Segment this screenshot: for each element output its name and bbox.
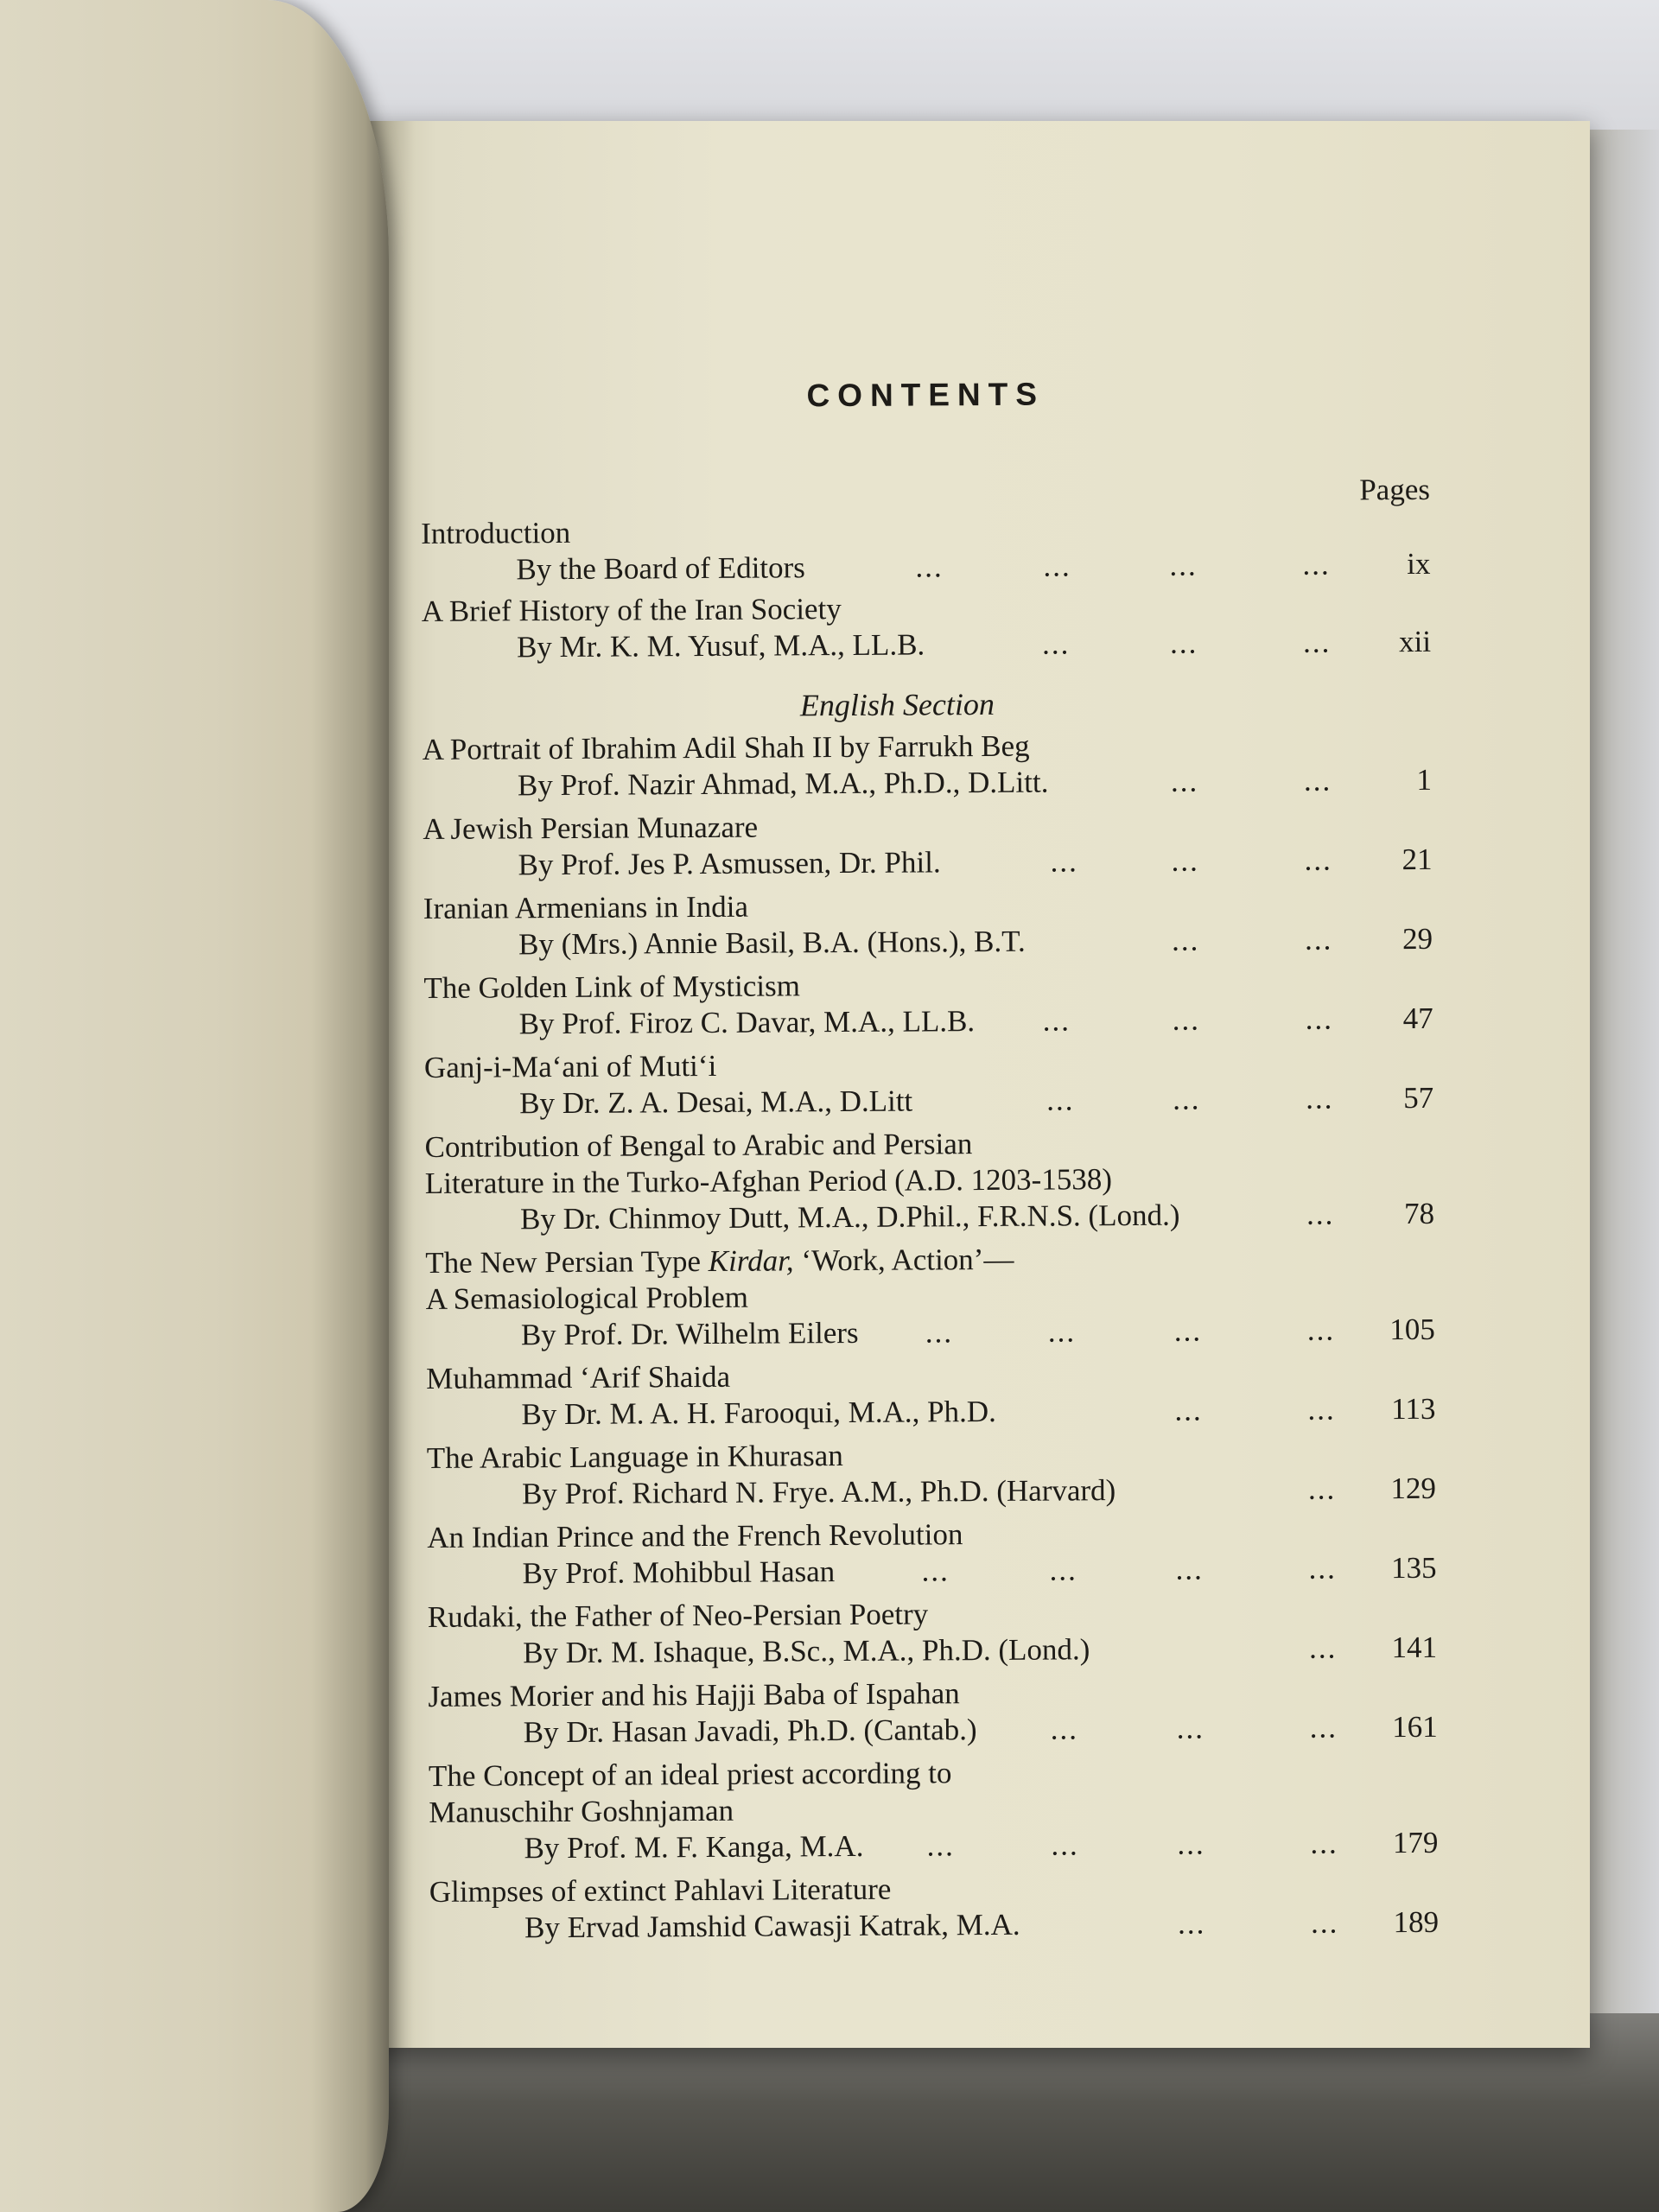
leader-dots: ... [1175,1552,1204,1586]
leader-dots: ... [925,1315,954,1350]
entry-title: A Jewish Persian Munazare [423,810,759,846]
leader-dots: ... [1306,1197,1335,1231]
leader-dots: ... [1302,547,1331,582]
entry-page-number: 129 [1390,1471,1437,1506]
leader-dots: ... [1169,548,1198,582]
leader-dots: ... [921,1554,950,1588]
leader-dots: ... [1041,626,1071,661]
entry-author: By Prof. Nazir Ahmad, M.A., Ph.D., D.Litt. [517,765,1049,803]
leader-dots: ... [1303,763,1332,798]
entry-title-line-2: Literature in the Turko-Afghan Period (A.D. 1203-1538) [424,1162,1113,1200]
leader-dots: ... [1047,1314,1077,1349]
entry-title: Introduction [421,515,571,550]
entry-title-italic-word: Kirdar, [708,1243,794,1278]
entry-author: By Prof. Firoz C. Davar, M.A., LL.B. [518,1004,976,1041]
leader-dots: ... [1306,1081,1334,1116]
entry-page-number: 29 [1402,921,1433,957]
entry-title: Ganj-i-Ma‘ani of Muti‘i [423,1048,717,1084]
leader-dots: ... [1176,1711,1205,1745]
entry-page-number: 113 [1391,1391,1436,1427]
entry-author: By Mr. K. M. Yusuf, M.A., LL.B. [516,627,925,664]
leader-dots: ... [1171,923,1200,957]
page-stack-edge [1588,130,1659,2031]
leader-dots: ... [1177,1906,1206,1941]
entry-page-number: 78 [1403,1196,1435,1231]
entry-page-number: 161 [1392,1709,1438,1745]
leader-dots: ... [1177,1827,1205,1861]
entry-title: Glimpses of extinct Pahlavi Literature [429,1872,892,1909]
entry-title: Muhammad ‘Arif Shaida [426,1359,731,1395]
leader-dots: ... [1050,1712,1079,1746]
entry-title-line-2: Manuschihr Goshnjaman [429,1793,734,1829]
entry-page-number: 135 [1390,1550,1437,1586]
leader-dots: ... [1305,1001,1334,1036]
entry-page-number: 57 [1403,1080,1434,1116]
leader-dots: ... [1310,1905,1339,1940]
entry-title: Contribution of Bengal to Arabic and Persian [424,1127,973,1164]
entry-author: By Dr. M. Ishaque, B.Sc., M.A., Ph.D. (Lond.) [523,1632,1090,1670]
left-page [0,0,389,2212]
entry-title-part: ‘Work, Action’— [793,1242,1014,1278]
entry-page-number: 105 [1389,1312,1435,1347]
leader-dots: ... [1049,1553,1077,1587]
entry-author: By Dr. Chinmoy Dutt, M.A., D.Phil., F.R.N.S. (Lond.) [519,1198,1180,1236]
entry-page-number: 141 [1391,1630,1438,1665]
entry-author: By the Board of Editors [516,550,805,587]
contents-heading: CONTENTS [806,376,1046,414]
entry-title-part: The New Persian Type [425,1243,709,1280]
entry-author: By Ervad Jamshid Cawasji Katrak, M.A. [524,1907,1020,1945]
leader-dots: ... [1304,922,1333,957]
entry-page-number: ix [1407,546,1431,582]
leader-dots: ... [1172,1002,1201,1037]
entry-author: By Prof. M. F. Kanga, M.A. [524,1828,864,1866]
entry-page-number: xii [1398,624,1432,659]
entry-title: Rudaki, the Father of Neo-Persian Poetry [427,1597,929,1634]
leader-dots: ... [1307,1392,1336,1427]
leader-dots: ... [1173,1082,1201,1116]
leader-dots: ... [1171,843,1199,878]
entry-title: The Golden Link of Mysticism [423,969,801,1005]
entry-author: By Prof. Dr. Wilhelm Eilers [520,1315,859,1352]
entry-page-number: 21 [1402,842,1433,877]
entry-author: By Prof. Richard N. Frye. A.M., Ph.D. (Harvard) [521,1473,1116,1511]
leader-dots: ... [1173,1313,1203,1348]
leader-dots: ... [915,550,944,584]
leader-dots: ... [1169,626,1198,660]
entry-author: By (Mrs.) Annie Basil, B.A. (Hons.), B.T. [518,924,1026,962]
entry-title: Iranian Armenians in India [423,889,749,925]
entry-title: The Arabic Language in Khurasan [426,1439,843,1475]
leader-dots: ... [926,1828,955,1863]
leader-dots: ... [1043,549,1071,583]
entry-title: The Concept of an ideal priest according to [428,1756,952,1793]
leader-dots: ... [1051,1827,1079,1862]
entry-page-number: 1 [1416,762,1433,797]
entry-title: A Brief History of the Iran Society [421,592,842,628]
leader-dots: ... [1306,1313,1336,1347]
leader-dots: ... [1308,1551,1337,1586]
leader-dots: ... [1046,1083,1075,1117]
entry-title [425,1243,1014,1281]
leader-dots: ... [1302,625,1332,659]
pages-column-label: Pages [1359,472,1431,507]
entry-page-number: 47 [1402,1001,1433,1036]
leader-dots: ... [1042,1003,1071,1038]
entry-author: By Dr. M. A. H. Farooqui, M.A., Ph.D. [521,1394,996,1432]
entry-author: By Prof. Mohibbul Hasan [522,1554,836,1591]
leader-dots: ... [1174,1393,1203,1427]
leader-dots: ... [1308,1630,1338,1665]
leader-dots: ... [1304,842,1332,877]
leader-dots: ... [1170,764,1199,798]
entry-author: By Dr. Hasan Javadi, Ph.D. (Cantab.) [523,1713,977,1750]
entry-page-number: 189 [1393,1904,1440,1940]
leader-dots: ... [1307,1471,1337,1506]
leader-dots: ... [1310,1826,1338,1860]
entry-page-number: 179 [1392,1825,1439,1860]
section-heading: English Section [799,686,995,723]
entry-title-line-2: A Semasiological Problem [425,1280,749,1316]
entry-author: By Dr. Z. A. Desai, M.A., D.Litt [519,1084,913,1121]
entry-author: By Prof. Jes P. Asmussen, Dr. Phil. [518,845,941,882]
leader-dots: ... [1050,844,1078,879]
leader-dots: ... [1309,1710,1338,1745]
entry-title: An Indian Prince and the French Revolution [427,1517,963,1554]
entry-title: A Portrait of Ibrahim Adil Shah II by Farrukh Beg [422,728,1030,766]
entry-title: James Morier and his Hajji Baba of Ispahan [428,1676,960,1713]
